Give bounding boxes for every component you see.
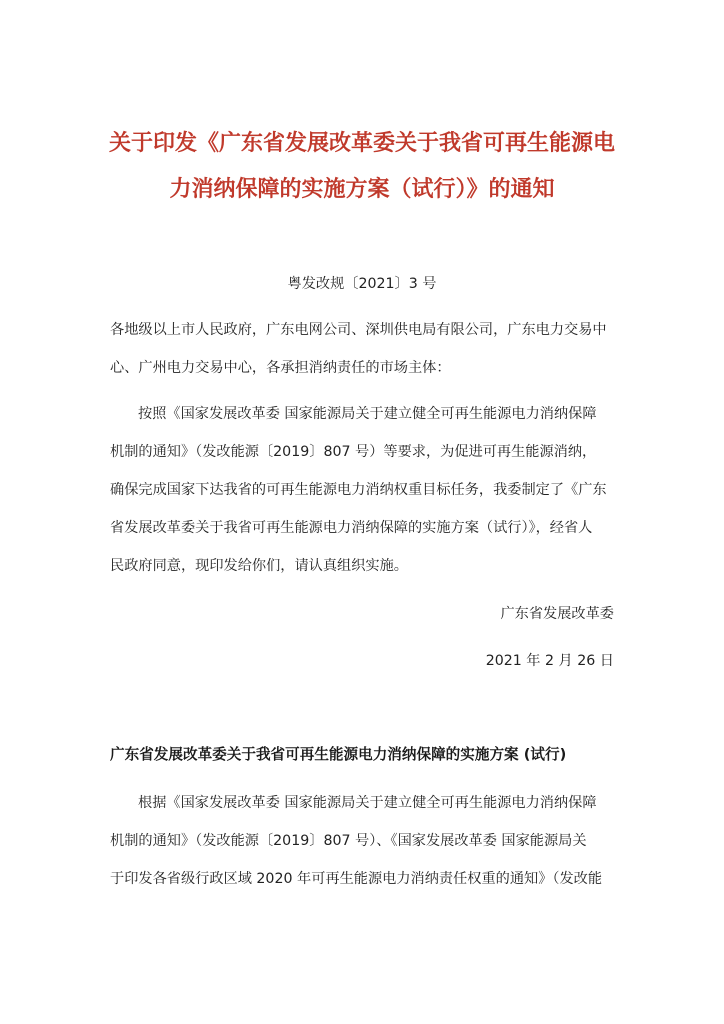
plan-line-2: 机制的通知》（发改能源〔2019〕807 号）、《国家发展改革委 国家能源局关 bbox=[110, 833, 587, 849]
issue-date: 2021 年 2 月 26 日 bbox=[485, 653, 614, 669]
body-line-2: 机制的通知》（发改能源〔2019〕807 号）等要求，为促进可再生能源消纳， bbox=[110, 444, 597, 460]
body-line-5: 民政府同意，现印发给你们，请认真组织实施。 bbox=[110, 558, 408, 574]
body-line-1: 按照《国家发展改革委 国家能源局关于建立健全可再生能源电力消纳保障 bbox=[138, 406, 597, 422]
plan-heading: 广东省发展改革委关于我省可再生能源电力消纳保障的实施方案 (试行) bbox=[110, 746, 567, 763]
issuer-signature: 广东省发展改革委 bbox=[500, 606, 614, 622]
plan-line-3: 于印发各省级行政区域 2020 年可再生能源电力消纳责任权重的通知》（发改能 bbox=[110, 871, 603, 887]
body-line-3: 确保完成国家下达我省的可再生能源电力消纳权重目标任务，我委制定了《广东 bbox=[110, 482, 607, 498]
document-title-line-2: 力消纳保障的实施方案（试行）》的通知 bbox=[169, 177, 555, 202]
document-title-line-1: 关于印发《广东省发展改革委关于我省可再生能源电 bbox=[108, 131, 615, 156]
addressee-line-2: 心、广州电力交易中心，各承担消纳责任的市场主体： bbox=[110, 360, 451, 376]
plan-line-1: 根据《国家发展改革委 国家能源局关于建立健全可再生能源电力消纳保障 bbox=[138, 795, 597, 811]
document-number: 粤发改规〔2021〕3 号 bbox=[287, 276, 437, 292]
addressee-line-1: 各地级以上市人民政府，广东电网公司、深圳供电局有限公司，广东电力交易中 bbox=[110, 322, 607, 338]
body-line-4: 省发展改革委关于我省可再生能源电力消纳保障的实施方案（试行）》，经省人 bbox=[110, 520, 593, 536]
